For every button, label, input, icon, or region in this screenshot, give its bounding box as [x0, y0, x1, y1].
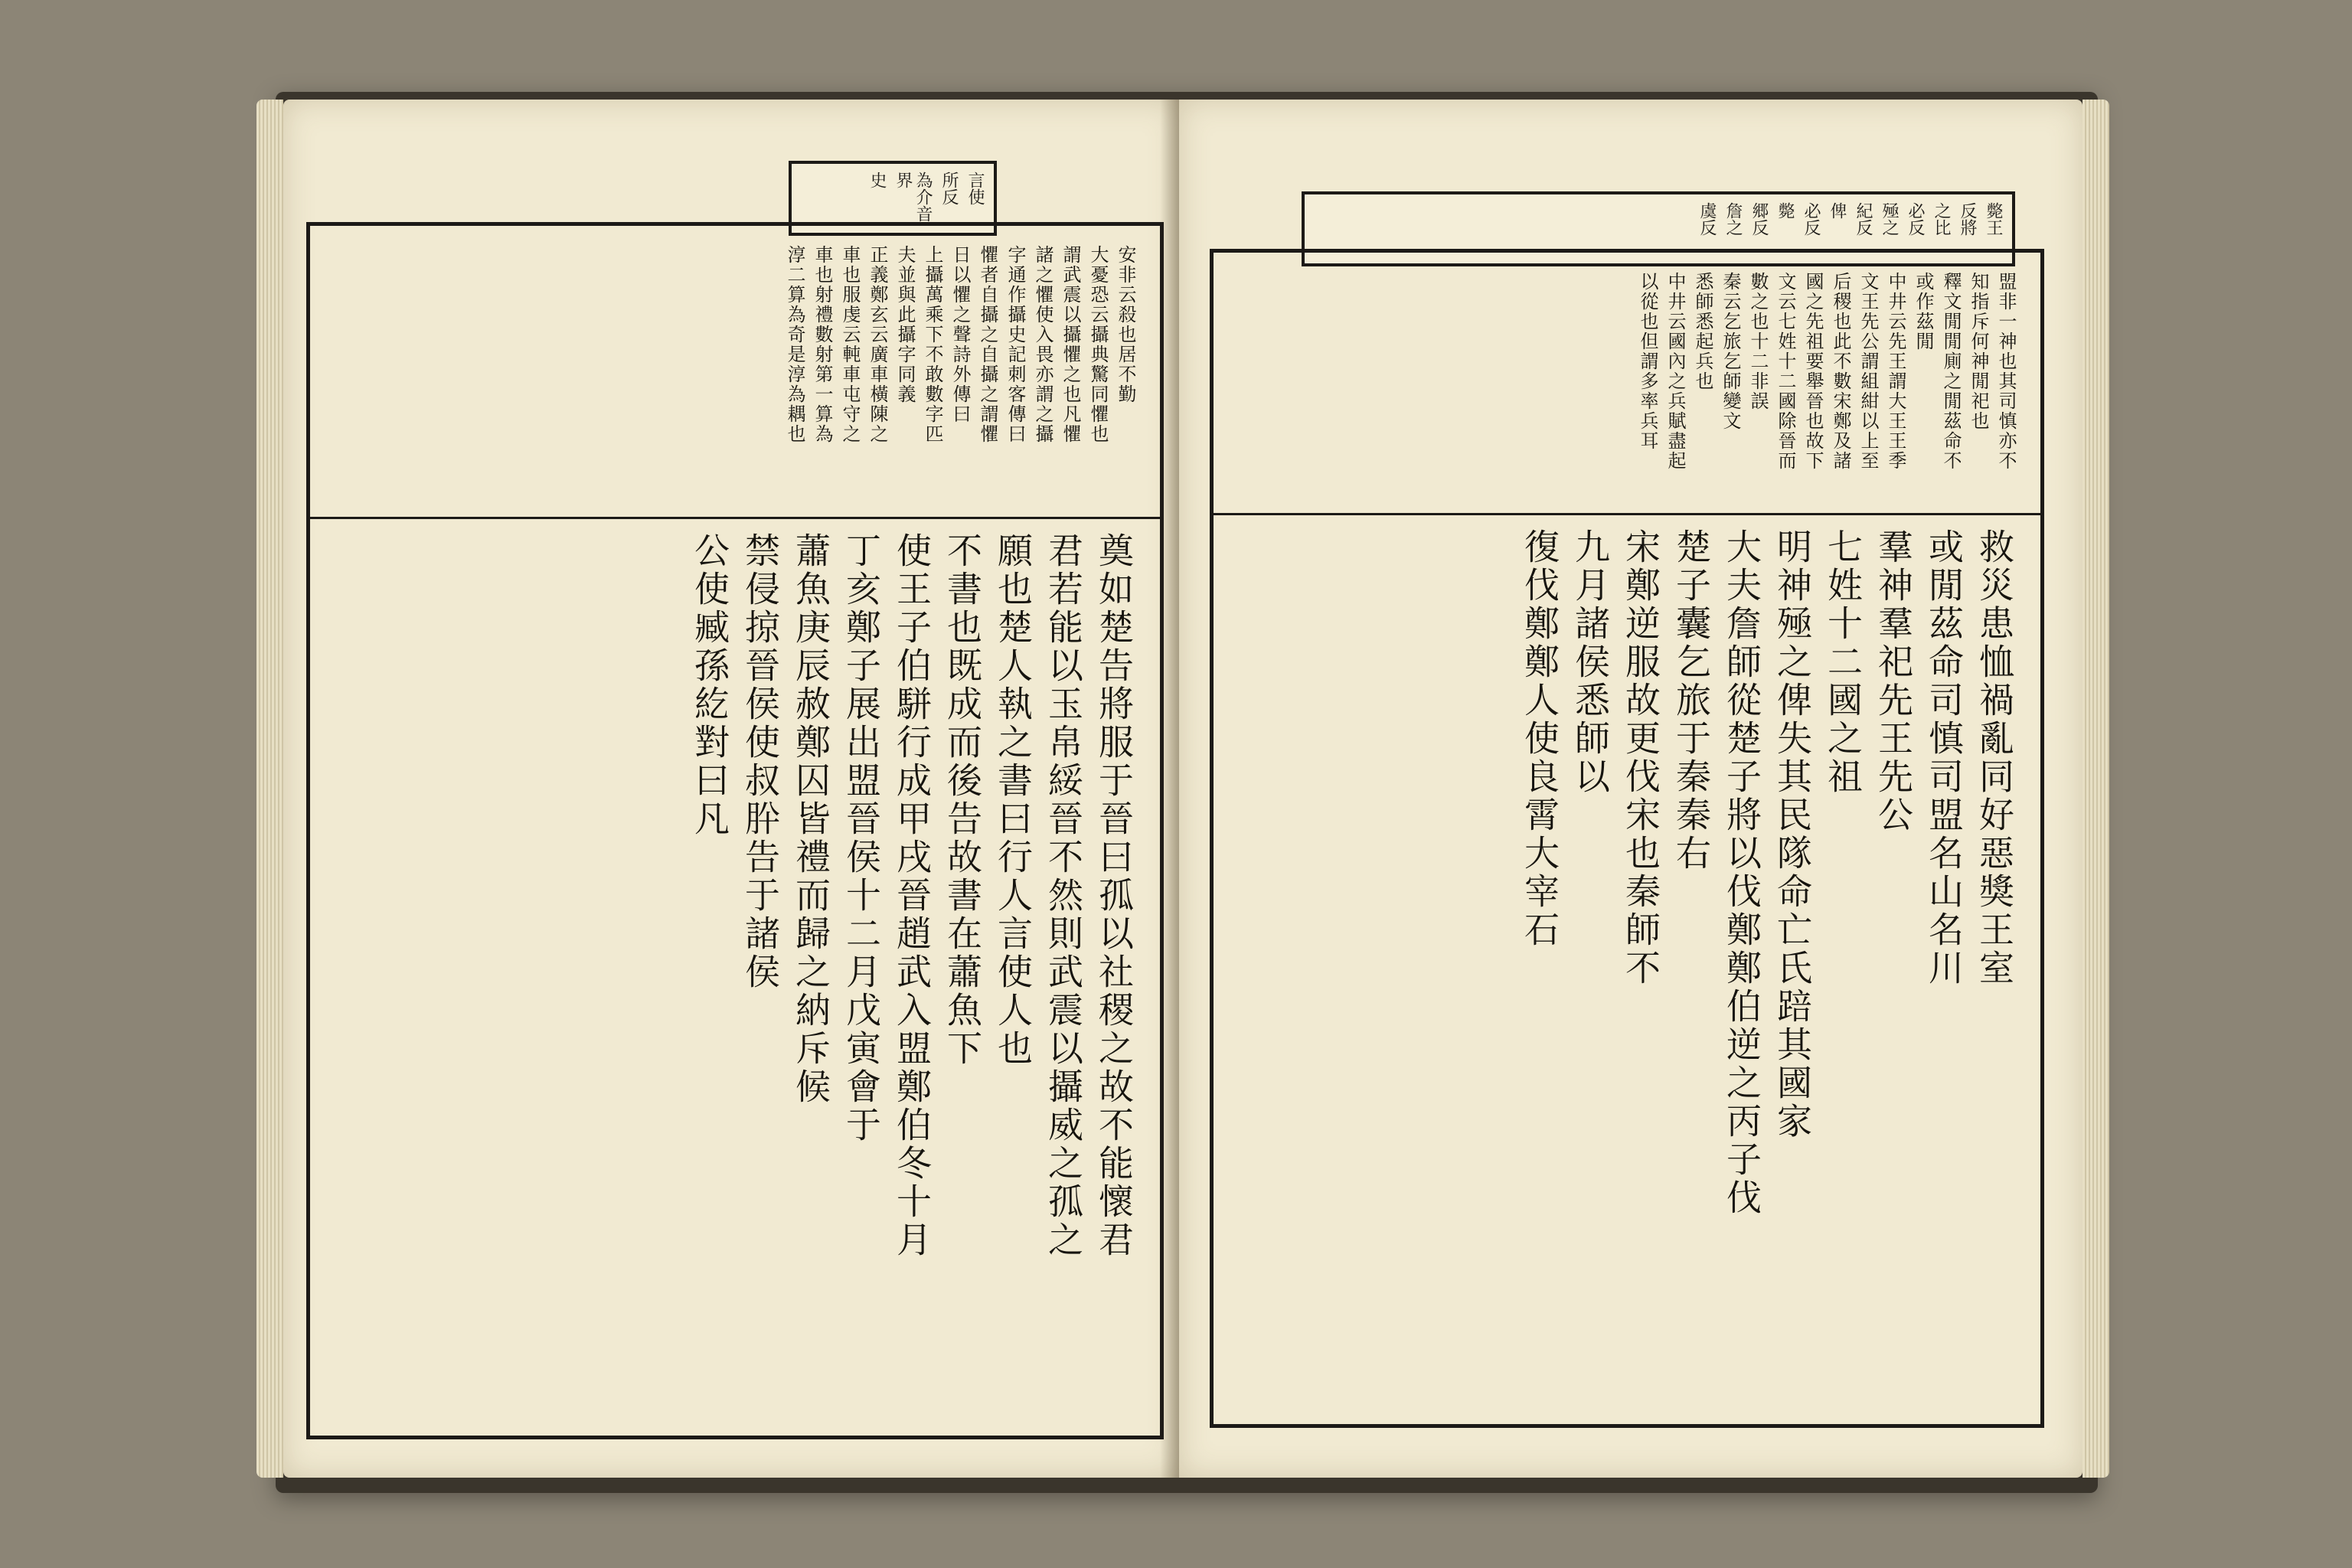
left-text-column: 願也楚人執之書曰行人言使人也: [992, 532, 1034, 1068]
right-note: 盟非一神也其司慎亦不: [1995, 272, 2017, 471]
left-note: 謂武震以攝懼之也凡懼: [1060, 245, 1081, 444]
right-text-column: 九月諸侯悉師以: [1570, 528, 1611, 796]
right-note: 中井云先王謂大王王季: [1885, 272, 1906, 471]
left-text-frame: [306, 222, 1164, 1439]
right-text-column: 復伐鄭鄭人使良霄大宰石: [1519, 528, 1560, 949]
left-note: 懼者自攝之自攝之謂懼: [977, 245, 998, 444]
right-header-11: 虞反: [1697, 202, 1717, 236]
left-header-0: 言使: [965, 172, 985, 205]
right-header-10: 詹之: [1723, 202, 1743, 236]
right-text-frame: [1210, 249, 2044, 1428]
left-header-2: 為介音界: [893, 172, 933, 222]
right-note: 以從也但謂多率兵耳: [1637, 272, 1658, 451]
left-page-edges: [256, 100, 283, 1478]
right-header-8: 斃: [1775, 202, 1795, 219]
left-text-column: 丁亥鄭子展出盟晉侯十二月戊寅會于: [841, 532, 882, 1145]
right-text-column: 七姓十二國之祖: [1822, 528, 1864, 796]
right-note: 數之也十二非誤: [1747, 272, 1769, 411]
right-header-9: 郷反: [1749, 202, 1769, 236]
right-text-column: 或閒茲命司慎司盟名山名川: [1923, 528, 1965, 988]
right-note: 文云七姓十二國除晉而: [1775, 272, 1796, 471]
left-text-column: 不書也既成而後告故書在蕭魚下: [942, 532, 983, 1068]
right-header-5: 紀反: [1854, 202, 1873, 236]
left-commentary: 車也射禮數射第一算為: [812, 245, 833, 444]
right-note: 秦云乞旅乞師變文: [1720, 272, 1741, 431]
left-commentary: 車也服虔云軘車屯守之: [839, 245, 861, 444]
right-header-3: 必反: [1906, 202, 1925, 236]
right-header-6: 俾: [1828, 202, 1847, 219]
left-text-column: 蕭魚庚辰赦鄭囚皆禮而歸之納斥候: [790, 532, 831, 1106]
left-note: 安非云殺也居不勤: [1115, 245, 1136, 404]
right-header-4: 殛之: [1880, 202, 1899, 236]
right-header-2: 之比: [1932, 202, 1951, 236]
left-text-column: 使王子伯駢行成甲戌晉趙武入盟鄭伯冬十月: [891, 532, 933, 1259]
right-header-0: 斃王: [1984, 202, 2003, 236]
left-text-column: 公使臧孫紇對曰凡: [689, 532, 730, 838]
right-text-column: 宋鄭逆服故更伐宋也秦師不: [1620, 528, 1661, 988]
left-note: 諸之懼使入畏亦謂之攝: [1032, 245, 1054, 444]
left-text-column: 君若能以玉帛綏晉不然則武震以攝威之孤之: [1043, 532, 1084, 1259]
right-main-text: [1236, 528, 2017, 1401]
left-note: 字通作攝史記刺客傳曰: [1004, 245, 1026, 444]
right-page-edges: [2082, 100, 2109, 1478]
right-text-column: 救災患恤禍亂同好惡獎王室: [1974, 528, 2015, 988]
right-note: 知指斥何神閒祀也: [1968, 272, 1989, 431]
right-note: 或作茲閒: [1913, 272, 1934, 351]
left-note: 夫並與此攝字同義: [894, 245, 916, 404]
left-note: 日以懼之聲詩外傳曰: [949, 245, 971, 424]
right-page: [1179, 100, 2082, 1478]
left-commentary: 淳二算為奇是淳為耦也: [784, 245, 805, 444]
left-note: 上攝萬乘下不敢數字匹: [922, 245, 943, 444]
left-page: [283, 100, 1179, 1478]
right-text-column: 楚子囊乞旅于秦秦右: [1671, 528, 1712, 873]
right-text-column: 大夫詹師從楚子將以伐鄭鄭伯逆之丙子伐: [1721, 528, 1762, 1217]
left-header-3: 史: [867, 172, 887, 188]
right-header-7: 必反: [1802, 202, 1821, 236]
right-note: 后稷也此不數宋鄭及諸: [1830, 272, 1851, 471]
right-note: 中井云國內之兵賦盡起: [1664, 272, 1686, 471]
right-header-1: 反將: [1958, 202, 1977, 236]
right-text-column: 羣神羣祀先王先公: [1873, 528, 1914, 835]
left-text-column: 禁侵掠晉侯使叔肸告于諸侯: [740, 532, 781, 991]
right-note: 悉師悉起兵也: [1692, 272, 1713, 391]
left-commentary: 正義鄭玄云廣車橫陳之: [867, 245, 888, 444]
right-note: 文王先公謂組紺以上至: [1857, 272, 1879, 471]
left-text-column: 奠如楚告將服于晉曰孤以社稷之故不能懷君: [1093, 532, 1135, 1259]
left-header-1: 所反: [939, 172, 959, 205]
right-text-column: 明神殛之俾失其民隊命亡氏踣其國家: [1772, 528, 1813, 1141]
left-note: 大憂恐云攝典驚同懼也: [1087, 245, 1109, 444]
left-main-text: [333, 532, 1137, 1413]
right-note: 釋文閒閒廁之閒茲命不: [1940, 272, 1962, 471]
right-note: 國之先祖要舉晉也故下: [1802, 272, 1824, 471]
